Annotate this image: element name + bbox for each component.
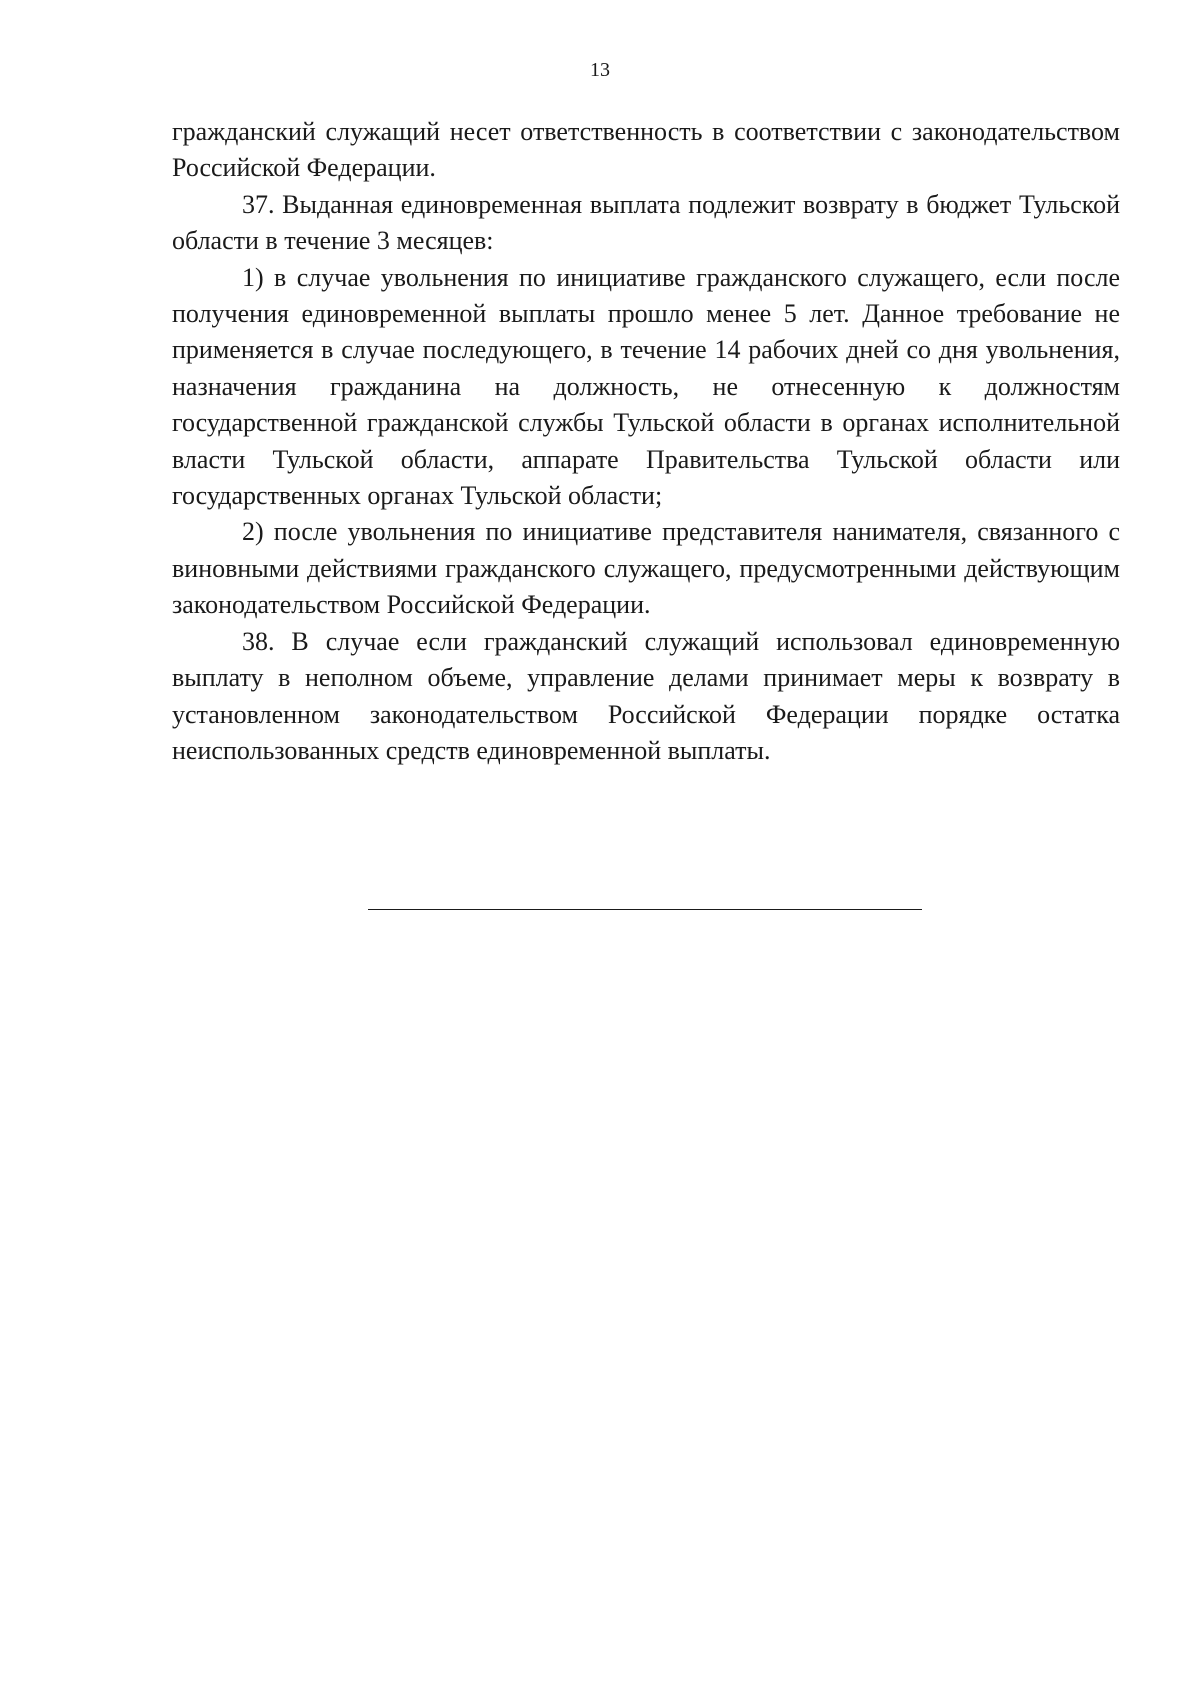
paragraph-subitem-2: 2) после увольнения по инициативе представителя нанимателя, связанного с виновными действиями гражданского служащего, предусмотренными действующим законодательством Российской Федерации. bbox=[172, 517, 1120, 620]
document-body bbox=[172, 114, 1120, 769]
end-of-document-rule bbox=[368, 909, 922, 910]
paragraph-item-38: 38. В случае если гражданский служащий использовал единовременную выплату в неполном объеме, управление делами принимает меры к возврату в установленном законодательством Российской Федерации порядке остатка неиспользованных средств единовременной выплаты. bbox=[172, 626, 1120, 765]
paragraph-continuation: гражданский служащий несет ответственность в соответствии с законодательством Российской Федерации. bbox=[172, 117, 1120, 183]
paragraph-subitem-1: 1) в случае увольнения по инициативе гражданского служащего, если после получения единовременной выплаты прошло менее 5 лет. Данное требование не применяется в случае последующего, в течение 14 рабочих дней со дня увольнения, назначения гражданина на должность, не отнесенную к должностям государственной гражданской службы Тульской области в органах исполнительной власти Тульской области, аппарате Правительства Тульской области или государственных органах Тульской области; bbox=[172, 262, 1120, 511]
page-number: 13 bbox=[590, 59, 610, 81]
paragraph-item-37: 37. Выданная единовременная выплата подлежит возврату в бюджет Тульской области в течение 3 месяцев: bbox=[172, 189, 1120, 256]
